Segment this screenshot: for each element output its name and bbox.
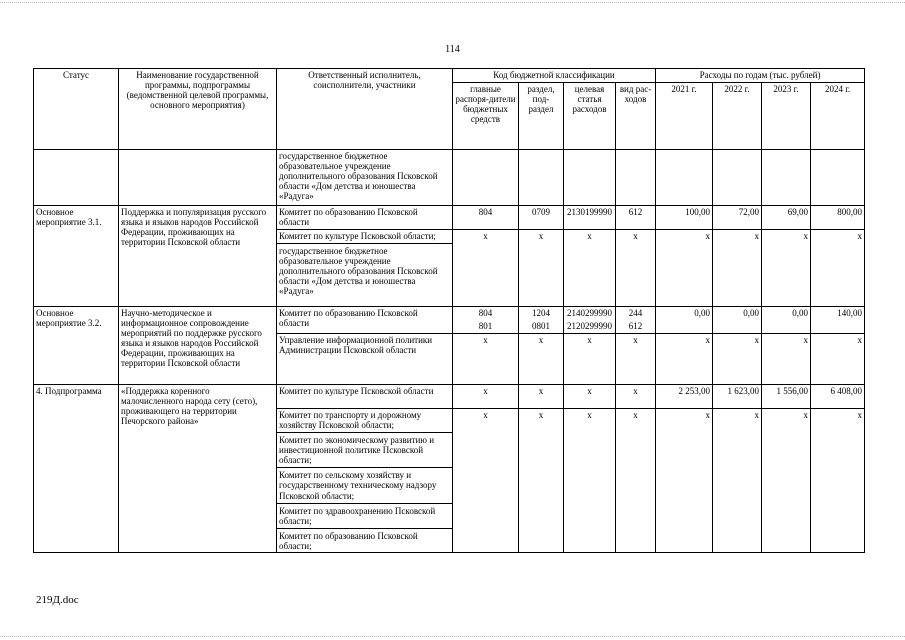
executor-line: Комитет по культуре Псковской области; xyxy=(279,231,436,241)
header-2021: 2021 г. xyxy=(656,83,713,150)
amount-2024: 800,00 xyxy=(811,206,865,230)
razdel-cell: 1204 0801 xyxy=(519,307,564,334)
amount-2024: 6 408,00 xyxy=(811,385,865,409)
executor-cell: Комитет по культуре Псковской области xyxy=(277,385,453,409)
vr-cell: 244 612 xyxy=(616,307,656,334)
amount-2023: 0,00 xyxy=(762,307,811,334)
amount-2021: 100,00 xyxy=(656,206,713,230)
amount-2022: 0,00 xyxy=(713,307,762,334)
scan-edge-top xyxy=(0,2,905,4)
table-row-3-1-b: Комитет по культуре Псковской области; государственное бюджетное образовательное учреждение дополнительного образования Псковской области «Дом детства и юношества «Радуга» x x x x x x x x xyxy=(34,230,865,307)
header-status: Статус xyxy=(34,69,119,150)
razdel-cell: 0709 xyxy=(519,206,564,230)
header-executor: Ответственный исполнитель, соисполнители, участники xyxy=(277,69,453,150)
executor-line: Комитет по сельскому хозяйству и государственному техническому надзору Псковской области; xyxy=(277,467,452,500)
amount-2021: 0,00 xyxy=(656,307,713,334)
amount-2022: 72,00 xyxy=(713,206,762,230)
executor-line: государственное бюджетное образовательное учреждение дополнительного образования Псковской области «Дом детства и юношества «Радуга» xyxy=(277,243,452,296)
header-grbs: главные распоря-дители бюджетных средств xyxy=(453,83,519,150)
executor-line: Комитет по транспорту и дорожному хозяйству Псковской области; xyxy=(279,410,422,431)
csr-cell: 2140299990 2120299990 xyxy=(564,307,616,334)
status-cell: Основное мероприятие 3.1. xyxy=(34,206,119,307)
amount-2021: 2 253,00 xyxy=(656,385,713,409)
name-cell: Поддержка и популяризация русского языка и языков народов Российской Федерации, проживающих на территории Псковской области xyxy=(119,206,277,307)
amount-2023: 69,00 xyxy=(762,206,811,230)
table-row-4-a: 4. Подпрограмма «Поддержка коренного малочисленного народа сету (сето), проживающего на территории Печорского района» Комитет по культуре Псковской области x x x x 2 253,00 1 623,00 1 556,00 6 408,00 xyxy=(34,385,865,409)
table-row-3-2-b: Управление информационной политики Администрации Псковской области x x x x x x x x xyxy=(34,334,865,385)
scan-edge-bottom xyxy=(0,636,905,638)
grbs-cell: 804 xyxy=(453,206,519,230)
executor-cell: Комитет по образованию Псковской области xyxy=(277,307,453,334)
header-2023: 2023 г. xyxy=(762,83,811,150)
header-row-1 xyxy=(34,69,865,83)
header-name: Наименование государственной программы, подпрограммы (ведомственной целевой программы, основного мероприятия) xyxy=(119,69,277,150)
header-csr: целевая статья расходов xyxy=(564,83,616,150)
executor-cell xyxy=(277,230,453,307)
executor-line: Комитет по образованию Псковской области; xyxy=(277,528,452,551)
status-cell: Основное мероприятие 3.2. xyxy=(34,307,119,385)
executor-line: Комитет по здравоохранению Псковской области; xyxy=(277,503,452,526)
amount-2022: 1 623,00 xyxy=(713,385,762,409)
header-2022: 2022 г. xyxy=(713,83,762,150)
header-expenses-group: Расходы по годам (тыс. рублей) xyxy=(656,69,865,83)
header-code-group: Код бюджетной классификации xyxy=(453,69,656,83)
executor-line: Комитет по экономическому развитию и инвестиционной политике Псковской области; xyxy=(277,432,452,465)
amount-2023: 1 556,00 xyxy=(762,385,811,409)
page-number: 114 xyxy=(445,44,460,55)
executor-cell: государственное бюджетное образовательное учреждение дополнительного образования Псковской области «Дом детства и юношества «Радуга» xyxy=(277,150,453,206)
header-vr: вид рас-ходов xyxy=(616,83,656,150)
name-cell: Научно-методическое и информационное сопровождение мероприятий по поддержке русского языка и языков народов Российской Федерации, проживающих на территории Псковской области xyxy=(119,307,277,385)
csr-cell: 2130199990 xyxy=(564,206,616,230)
table-row-3-2-a xyxy=(34,307,865,334)
executor-cell: Комитет по образованию Псковской области xyxy=(277,206,453,230)
table-row-3-1-a xyxy=(34,206,865,230)
footer-filename: 219Д.doc xyxy=(36,594,79,606)
grbs-cell: 804 801 xyxy=(453,307,519,334)
status-cell: 4. Подпрограмма xyxy=(34,385,119,553)
name-cell: «Поддержка коренного малочисленного народа сету (сето), проживающего на территории Печорского района» xyxy=(119,385,277,553)
table-row-4-b: Комитет по транспорту и дорожному хозяйству Псковской области; Комитет по экономическому развитию и инвестиционной политике Псковской области; Комитет по сельскому хозяйству и государственному техническому надзору Псковской области; Комитет по здравоохранению Псковской области; Комитет по образованию Псковской области; x x x x x x x x xyxy=(34,409,865,553)
executor-cell: Управление информационной политики Администрации Псковской области xyxy=(277,334,453,385)
executor-cell xyxy=(277,409,453,553)
amount-2024: 140,00 xyxy=(811,307,865,334)
header-2024: 2024 г. xyxy=(811,83,865,150)
header-razdel: раздел, под-раздел xyxy=(519,83,564,150)
vr-cell: 612 xyxy=(616,206,656,230)
budget-table xyxy=(33,68,865,553)
table-row-continuation xyxy=(34,150,865,206)
